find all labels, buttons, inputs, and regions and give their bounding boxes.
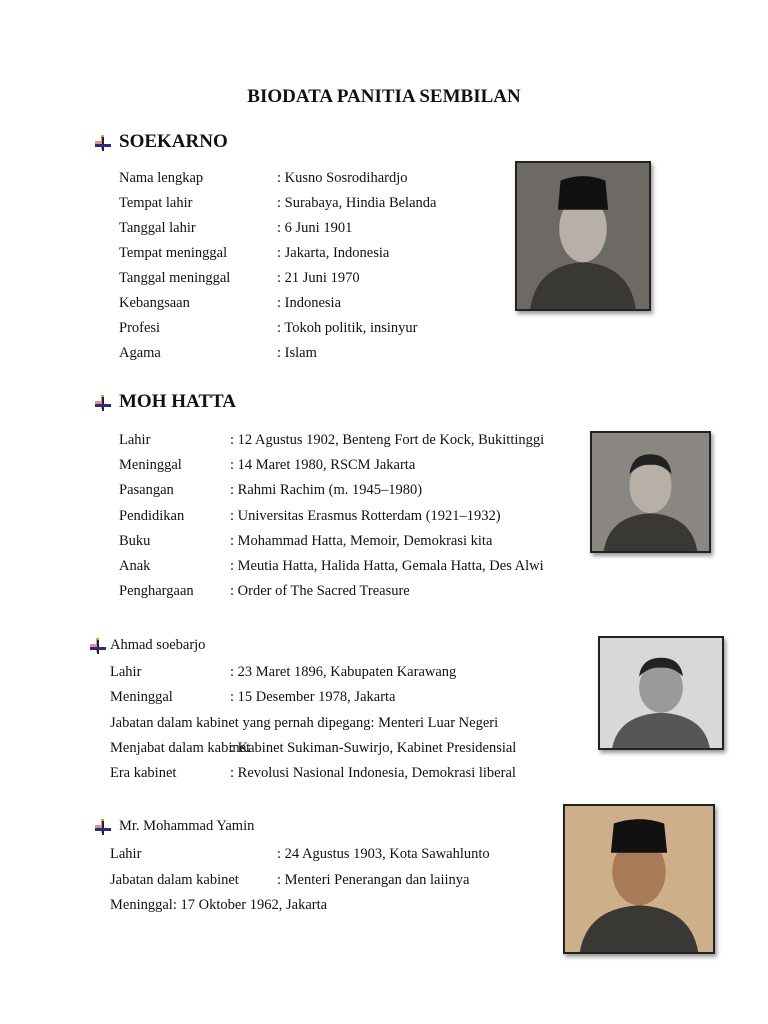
row-value: : Kusno Sosrodihardjo [277, 170, 408, 186]
bullet-icon [95, 395, 111, 411]
portrait-silhouette-icon [592, 433, 709, 551]
row-value: : 6 Juni 1901 [277, 220, 353, 236]
row-label: Tanggal lahir [119, 220, 196, 236]
section-heading: Mr. Mohammad Yamin [119, 818, 255, 834]
row-value: : Mohammad Hatta, Memoir, Demokrasi kita [230, 532, 493, 549]
row-value: : 14 Maret 1980, RSCM Jakarta [230, 457, 416, 474]
portrait-silhouette-icon [600, 638, 722, 748]
row-value: : Indonesia [277, 295, 342, 311]
row-value: : Order of The Sacred Treasure [230, 583, 410, 600]
row-label: Meninggal [110, 689, 173, 706]
row-value: : 15 Desember 1978, Jakarta [230, 689, 396, 706]
portrait-photo [598, 636, 724, 750]
portrait-photo [515, 161, 651, 311]
bullet-icon [90, 638, 106, 654]
section-heading: SOEKARNO [119, 131, 228, 152]
row-label: Kebangsaan [119, 295, 190, 311]
portrait-silhouette-icon [565, 806, 713, 952]
row-value: : Tokoh politik, insinyur [277, 320, 418, 336]
row-label: Jabatan dalam kabinet [110, 871, 239, 888]
row-value: : Menteri Penerangan dan laiinya [277, 871, 470, 888]
row-value: : Jakarta, Indonesia [277, 245, 390, 261]
row-label: Tempat meninggal [119, 245, 228, 261]
portrait-photo [590, 431, 711, 553]
row-label: Penghargaan [119, 583, 194, 600]
row-value: : 23 Maret 1896, Kabupaten Karawang [230, 664, 457, 680]
row-label: Meninggal: 17 Oktober 1962, Jakarta [110, 897, 328, 913]
row-value: : Rahmi Rachim (m. 1945–1980) [230, 482, 423, 499]
row-label: Tanggal meninggal [119, 270, 231, 286]
row-label: Lahir [110, 664, 142, 680]
row-value: : Revolusi Nasional Indonesia, Demokrasi liberal [230, 765, 516, 782]
row-value: : 12 Agustus 1902, Benteng Fort de Kock, Bukittinggi [230, 432, 545, 448]
portrait-silhouette-icon [517, 163, 649, 309]
row-label: Agama [119, 345, 161, 361]
bullet-icon [95, 819, 111, 835]
row-label: Nama lengkap [119, 170, 204, 186]
row-value: : 21 Juni 1970 [277, 270, 360, 286]
row-value: : Islam [277, 345, 317, 361]
row-value: : Universitas Erasmus Rotterdam (1921–1932) [230, 507, 501, 524]
section-heading: MOH HATTA [119, 391, 236, 412]
row-label: Buku [119, 532, 151, 549]
portrait-photo [563, 804, 715, 954]
row-label: Anak [119, 558, 151, 574]
row-value: : Surabaya, Hindia Belanda [277, 195, 437, 211]
section-heading: Ahmad soebarjo [110, 637, 206, 653]
row-label: Jabatan dalam kabinet yang pernah dipegang: Menteri Luar Negeri [110, 714, 499, 731]
page-title: BIODATA PANITIA SEMBILAN [247, 86, 521, 107]
row-label: Lahir [110, 846, 142, 862]
row-label: Menjabat dalam kabinet [110, 739, 251, 756]
bullet-icon [95, 135, 111, 151]
row-label: Lahir [119, 432, 151, 448]
row-value: : 24 Agustus 1903, Kota Sawahlunto [277, 846, 490, 862]
row-label: Tempat lahir [119, 195, 193, 211]
row-label: Profesi [119, 320, 161, 336]
row-label: Era kabinet [110, 765, 177, 782]
row-label: Pasangan [119, 482, 174, 499]
row-label: Meninggal [119, 457, 182, 474]
row-value: : Kabinet Sukiman-Suwirjo, Kabinet Presidensial [230, 739, 517, 756]
row-value: : Meutia Hatta, Halida Hatta, Gemala Hatta, Des Alwi [230, 558, 544, 574]
row-label: Pendidikan [119, 507, 185, 524]
